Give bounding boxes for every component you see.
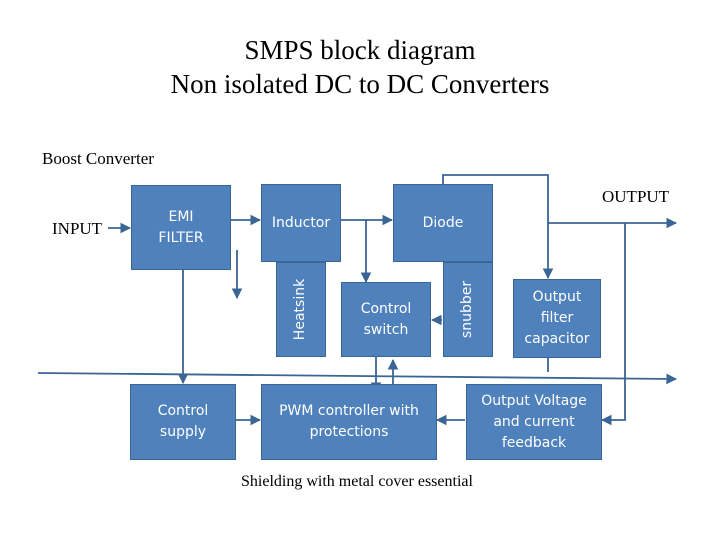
input-label: INPUT — [52, 219, 103, 238]
footer-note: Shielding with metal cover essential — [241, 473, 473, 490]
diode-label: Diode — [422, 214, 464, 231]
wire-inductor-to-diode — [340, 220, 366, 282]
control-supply-block — [130, 384, 236, 460]
output-label: OUTPUT — [602, 187, 670, 206]
heatsink-label: Heatsink — [292, 278, 309, 341]
emi-filter-label: EMI FILTER — [158, 208, 204, 246]
feedback-label: Output Voltage and current feedback — [481, 392, 587, 451]
snubber-label: snubber — [459, 280, 476, 339]
pwm-controller-label: PWM controller with protections — [279, 403, 419, 440]
control-switch-label: Control switch — [360, 300, 412, 338]
inductor-label: Inductor — [271, 215, 331, 231]
inductor-block — [261, 184, 341, 262]
emi-filter-block — [131, 185, 231, 270]
wire-output-to-feedback — [602, 223, 625, 420]
title-line-1: SMPS block diagram — [244, 35, 476, 65]
feedback-block — [466, 384, 602, 460]
heatsink-block — [276, 262, 326, 357]
diode-block — [393, 184, 493, 262]
output-filter-block — [513, 279, 601, 358]
title-line-2: Non isolated DC to DC Converters — [170, 69, 550, 99]
snubber-block — [443, 262, 493, 357]
pwm-controller-block — [261, 384, 437, 460]
control-switch-block — [341, 282, 431, 357]
control-supply-label: Control supply — [157, 403, 209, 440]
wire-common-rail — [38, 373, 676, 379]
output-filter-label: Output filter capacitor — [524, 289, 590, 347]
subtitle-boost-converter: Boost Converter — [42, 149, 154, 168]
